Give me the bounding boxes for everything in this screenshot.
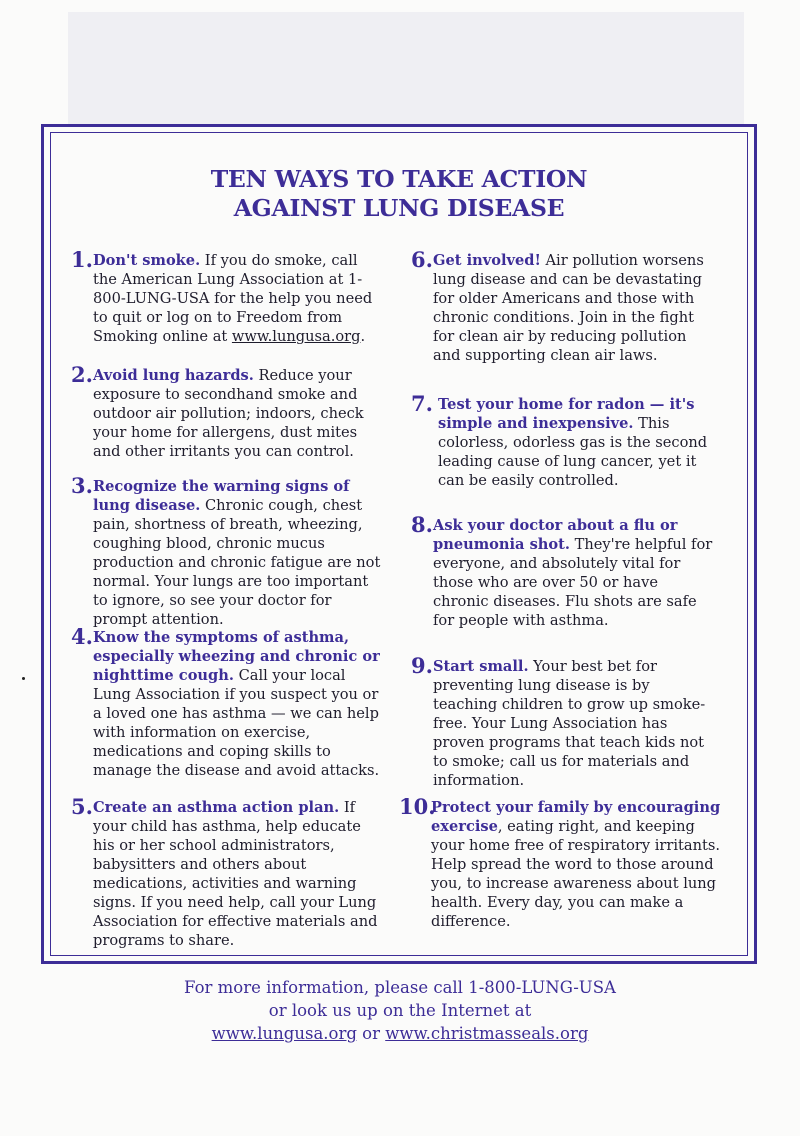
item-text: Chronic cough, chest pain, shortness of breath, wheezing, coughing blood, chronic mucus production and chronic fatigue are not normal. Your lungs are too important to ignore, so see your doctor for prompt attention. [93, 497, 381, 628]
action-item-8 [411, 512, 716, 630]
item-heading: Get involved! [433, 252, 541, 269]
item-heading: Know the symptoms of asthma, especially wheezing and chronic or nighttime cough. [93, 629, 380, 684]
item-number: 3. [71, 473, 93, 498]
item-body [93, 628, 383, 780]
item-number: 4. [71, 624, 93, 649]
item-body [433, 251, 716, 365]
item-number: 5. [71, 794, 93, 819]
item-number: 9. [411, 653, 433, 678]
item-text: Reduce your exposure to secondhand smoke and outdoor air pollution; indoors, check your home for allergens, dust mites and other irritants you can control. [93, 367, 364, 460]
footer-contact [50, 976, 750, 1045]
item-heading: Test your home for radon — it's simple and inexpensive. [438, 396, 695, 432]
item-text: If you do smoke, call the American Lung Association at 1-800-LUNG-USA for the help you need to quit or log on to Freedom from Smoking online at [93, 252, 373, 345]
item-body [93, 251, 376, 346]
footer-line-3 [50, 1022, 750, 1045]
item-heading: Create an asthma action plan. [93, 799, 340, 816]
action-item-6 [411, 247, 716, 365]
item-number: 10. [399, 794, 436, 819]
action-item-4 [71, 624, 383, 780]
item-text: Air pollution worsens lung disease and can be devastating for older Americans and those with chronic conditions. Join in the fight for clean air by reducing pollution and supporting clean air laws. [433, 252, 704, 364]
item-text: If your child has asthma, help educate his or her school administrators, babysitters and others about medications, activities and warning signs. If you need help, call your Lung Association for effective materials and programs to share. [93, 799, 378, 949]
item-number: 2. [71, 362, 93, 387]
item-heading: Avoid lung hazards. [93, 367, 254, 384]
item-text: Your best bet for preventing lung disease is by teaching children to grow up smoke-free. Your Lung Association has proven programs that teach kids not to smoke; call us for materials and information. [433, 658, 706, 789]
lungusa-footer-link[interactable]: www.lungusa.org [211, 1024, 357, 1043]
footer-or: or [356, 1024, 386, 1043]
action-item-1 [71, 247, 376, 346]
item-body [438, 395, 716, 490]
item-number: 1. [71, 247, 93, 272]
lungusa-link[interactable]: www.lungusa.org [231, 328, 361, 345]
item-text: , eating right, and keeping your home free of respiratory irritants. Help spread the word to those around you, to increase awareness about lung health. Every day, you can make a difference. [431, 818, 721, 930]
item-body [93, 366, 376, 461]
title-line-2: AGAINST LUNG DISEASE [233, 194, 565, 222]
item-heading: Don't smoke. [93, 252, 201, 269]
title-line-1: TEN WAYS TO TAKE ACTION [210, 165, 588, 193]
item-heading: Protect your family by encouraging exercise [431, 799, 721, 835]
item-text: This colorless, odorless gas is the second leading cause of lung cancer, yet it can be easily controlled. [438, 415, 708, 489]
item-number: 6. [411, 247, 433, 272]
item-body [431, 798, 729, 931]
item-heading: Ask your doctor about a flu or pneumonia shot. [433, 517, 678, 553]
item-number: 7. [411, 391, 433, 416]
action-item-10 [399, 794, 729, 931]
item-heading: Recognize the warning signs of lung disease. [93, 478, 350, 514]
action-item-3 [71, 473, 383, 629]
footer-line-2: or look us up on the Internet at [268, 1001, 532, 1020]
action-item-5 [71, 794, 383, 950]
action-item-2 [71, 362, 376, 461]
page-title [50, 165, 748, 223]
item-body [93, 798, 383, 950]
item-body [433, 516, 716, 630]
item-text: Call your local Lung Association if you suspect you or a loved one has asthma — we can help with information on exercise, medications and coping skills to manage the disease and avoid attacks. [93, 667, 380, 779]
footer-line-1: For more information, please call 1-800-LUNG-USA [184, 978, 616, 997]
item-heading: Start small. [433, 658, 529, 675]
item-number: 8. [411, 512, 433, 537]
stray-mark [22, 677, 25, 680]
reverse-side-show-through [68, 12, 744, 124]
item-text: They're helpful for everyone, and absolutely vital for those who are over 50 or have chronic diseases. Flu shots are safe for people with asthma. [433, 536, 713, 629]
item-body [93, 477, 383, 629]
action-item-7 [411, 391, 716, 490]
action-item-9 [411, 653, 716, 790]
item-tail: . [360, 328, 366, 345]
christmasseals-link[interactable]: www.christmasseals.org [385, 1024, 589, 1043]
item-body [433, 657, 716, 790]
